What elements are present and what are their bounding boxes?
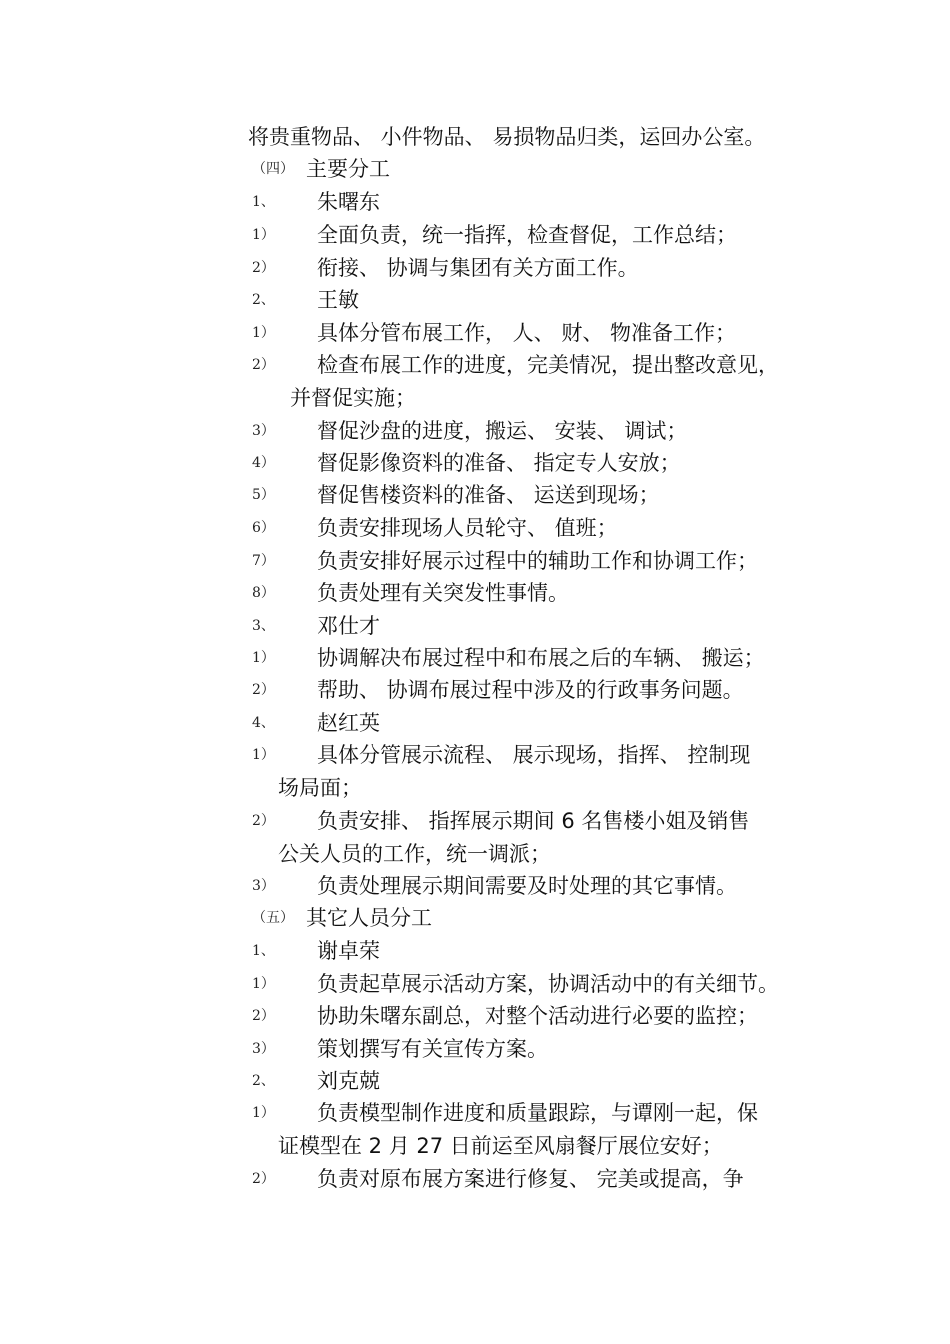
item-marker: 4、 <box>252 715 275 731</box>
item-marker: 1） <box>252 1105 275 1121</box>
item-marker: 4） <box>252 455 275 471</box>
item-marker: 2） <box>252 1171 275 1187</box>
item-text: 负责安排、 指挥展示期间 6 名售楼小姐及销售 <box>317 809 750 833</box>
item-text: 负责模型制作进度和质量跟踪，与谭刚一起，保 <box>317 1101 758 1125</box>
item-text: 公关人员的工作，统一调派； <box>278 842 551 866</box>
item-marker: 2、 <box>252 292 275 308</box>
item-marker: 2） <box>252 357 275 373</box>
list-item <box>0 642 950 674</box>
item-marker: 7） <box>252 553 275 569</box>
list-item <box>0 1033 950 1065</box>
item-text: 协助朱曙东副总，对整个活动进行必要的监控； <box>317 1004 758 1028</box>
section-heading <box>0 902 950 934</box>
person-heading <box>0 707 950 739</box>
item-marker: 1、 <box>252 194 275 210</box>
person-name: 谢卓荣 <box>317 939 380 963</box>
item-marker: 1、 <box>252 943 275 959</box>
item-marker: 6） <box>252 520 275 536</box>
list-item <box>0 447 950 479</box>
item-marker: 2） <box>252 813 275 829</box>
item-text: 负责起草展示活动方案，协调活动中的有关细节。 <box>317 972 779 996</box>
item-marker: 3） <box>252 1041 275 1057</box>
list-item <box>0 1000 950 1032</box>
item-text: 负责安排好展示过程中的辅助工作和协调工作； <box>317 549 758 573</box>
line-text: 将贵重物品、 小件物品、 易损物品归类，运回办公室。 <box>248 125 766 149</box>
item-text: 督促沙盘的进度，搬运、 安装、 调试； <box>317 419 688 443</box>
list-item <box>0 479 950 511</box>
item-text: 负责处理有关突发性事情。 <box>317 581 569 605</box>
item-text: 场局面； <box>278 776 362 800</box>
item-text: 负责安排现场人员轮守、 值班； <box>317 516 618 540</box>
item-text: 检查布展工作的进度，完美情况，提出整改意见， <box>317 353 779 377</box>
list-item <box>0 577 950 609</box>
list-item-continuation <box>0 772 950 804</box>
item-text: 具体分管布展工作， 人、 财、 物准备工作； <box>317 321 737 345</box>
section-heading <box>0 153 950 185</box>
person-name: 赵红英 <box>317 711 380 735</box>
person-name: 邓仕才 <box>317 614 380 638</box>
list-item <box>0 219 950 251</box>
item-marker: 3） <box>252 878 275 894</box>
list-item <box>0 968 950 1000</box>
list-item <box>0 739 950 771</box>
section-title: 主要分工 <box>306 157 390 181</box>
section-marker: （四） <box>252 161 294 177</box>
list-item <box>0 545 950 577</box>
list-item-continuation <box>0 838 950 870</box>
item-text: 策划撰写有关宣传方案。 <box>317 1037 548 1061</box>
item-text: 衔接、 协调与集团有关方面工作。 <box>317 256 639 280</box>
item-text: 具体分管展示流程、 展示现场，指挥、 控制现 <box>317 743 751 767</box>
item-text: 协调解决布展过程中和布展之后的车辆、 搬运； <box>317 646 765 670</box>
item-text: 督促影像资料的准备、 指定专人安放； <box>317 451 681 475</box>
item-marker: 3、 <box>252 618 275 634</box>
list-item <box>0 1163 950 1195</box>
item-marker: 1） <box>252 650 275 666</box>
person-heading <box>0 186 950 218</box>
list-item <box>0 870 950 902</box>
item-marker: 1） <box>252 976 275 992</box>
item-marker: 2） <box>252 260 275 276</box>
list-item <box>0 805 950 837</box>
person-name: 朱曙东 <box>317 190 380 214</box>
list-item <box>0 415 950 447</box>
list-item <box>0 349 950 381</box>
person-name: 刘克兢 <box>317 1069 380 1093</box>
list-item-continuation <box>0 382 950 414</box>
item-marker: 8） <box>252 585 275 601</box>
item-text: 帮助、 协调布展过程中涉及的行政事务问题。 <box>317 678 744 702</box>
item-text: 证模型在 2 月 27 日前运至风扇餐厅展位安好； <box>278 1134 723 1158</box>
item-text: 督促售楼资料的准备、 运送到现场； <box>317 483 660 507</box>
person-heading <box>0 284 950 316</box>
person-heading <box>0 935 950 967</box>
section-marker: （五） <box>252 910 294 926</box>
item-marker: 2） <box>252 682 275 698</box>
item-marker: 3） <box>252 423 275 439</box>
person-name: 王敏 <box>317 288 359 312</box>
item-marker: 2） <box>252 1008 275 1024</box>
item-text: 全面负责，统一指挥，检查督促，工作总结； <box>317 223 737 247</box>
list-item <box>0 317 950 349</box>
list-item <box>0 674 950 706</box>
person-heading <box>0 1065 950 1097</box>
section-title: 其它人员分工 <box>306 906 432 930</box>
item-marker: 1） <box>252 227 275 243</box>
item-marker: 2、 <box>252 1073 275 1089</box>
text-line <box>0 121 950 153</box>
item-marker: 1） <box>252 747 275 763</box>
list-item-continuation <box>0 1130 950 1162</box>
item-text: 负责处理展示期间需要及时处理的其它事情。 <box>317 874 737 898</box>
item-marker: 5） <box>252 487 275 503</box>
item-marker: 1） <box>252 325 275 341</box>
item-text: 负责对原布展方案进行修复、 完美或提高，争 <box>317 1167 744 1191</box>
person-heading <box>0 610 950 642</box>
list-item <box>0 252 950 284</box>
list-item <box>0 512 950 544</box>
list-item <box>0 1097 950 1129</box>
item-text: 并督促实施； <box>290 386 416 410</box>
